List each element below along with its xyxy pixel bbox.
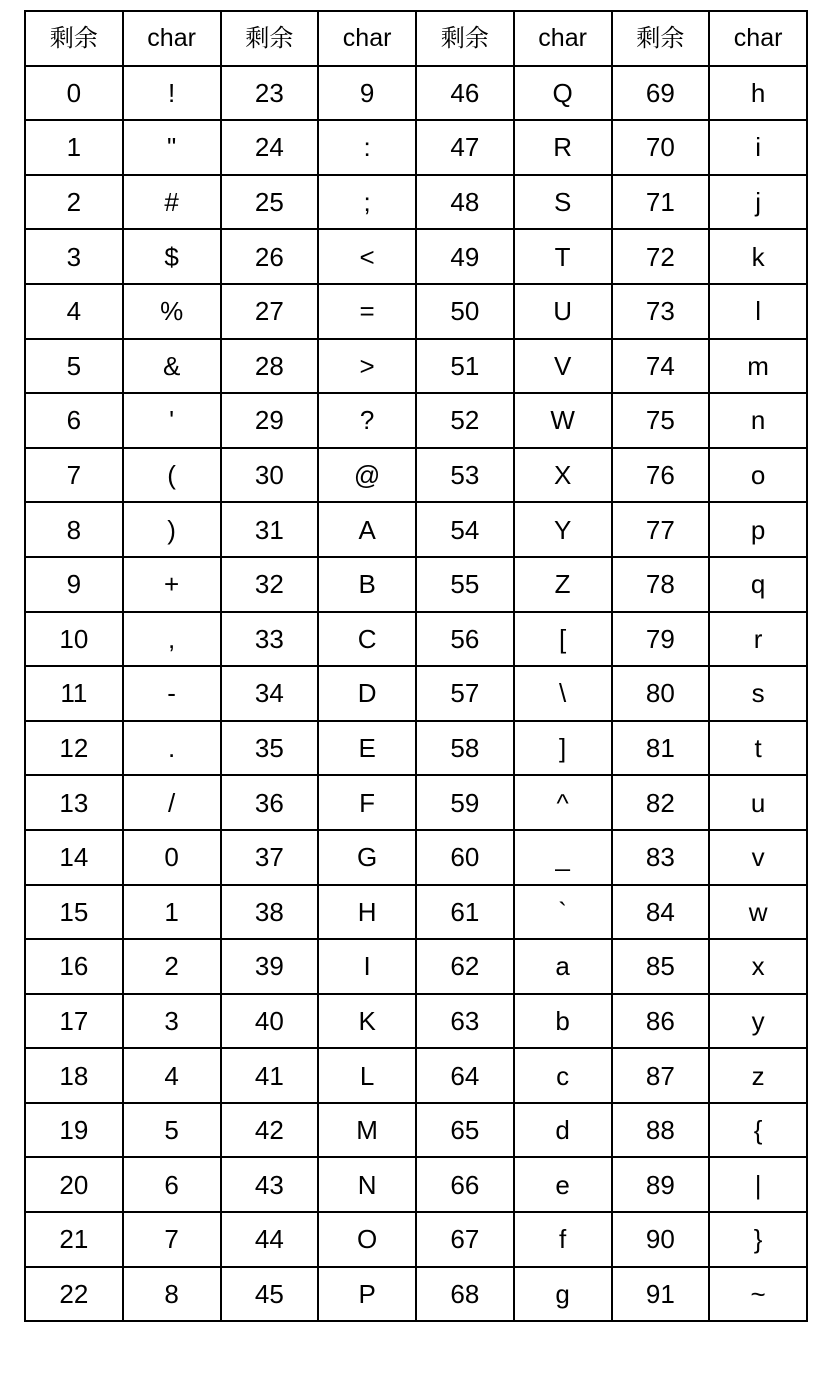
remainder-cell: 78: [612, 557, 710, 612]
remainder-cell: 64: [416, 1048, 514, 1103]
remainder-cell: 25: [221, 175, 319, 230]
remainder-cell: 65: [416, 1103, 514, 1158]
char-cell: !: [123, 66, 221, 121]
char-cell: 5: [123, 1103, 221, 1158]
char-cell: c: [514, 1048, 612, 1103]
table-row: [25, 1157, 807, 1212]
remainder-cell: 20: [25, 1157, 123, 1212]
remainder-cell: 28: [221, 339, 319, 394]
char-cell: ): [123, 502, 221, 557]
remainder-cell: 76: [612, 448, 710, 503]
char-cell: H: [318, 885, 416, 940]
table-row: [25, 1048, 807, 1103]
char-cell: >: [318, 339, 416, 394]
remainder-cell: 24: [221, 120, 319, 175]
remainder-cell: 62: [416, 939, 514, 994]
remainder-cell: 13: [25, 775, 123, 830]
char-cell: m: [709, 339, 807, 394]
char-cell: ": [123, 120, 221, 175]
remainder-cell: 74: [612, 339, 710, 394]
char-cell: \: [514, 666, 612, 721]
remainder-cell: 9: [25, 557, 123, 612]
char-cell: ,: [123, 612, 221, 667]
remainder-cell: 41: [221, 1048, 319, 1103]
char-cell: =: [318, 284, 416, 339]
remainder-cell: 40: [221, 994, 319, 1049]
remainder-cell: 77: [612, 502, 710, 557]
remainder-cell: 48: [416, 175, 514, 230]
char-cell: d: [514, 1103, 612, 1158]
char-cell: {: [709, 1103, 807, 1158]
remainder-cell: 0: [25, 66, 123, 121]
char-cell: +: [123, 557, 221, 612]
char-cell: w: [709, 885, 807, 940]
char-cell: B: [318, 557, 416, 612]
remainder-cell: 47: [416, 120, 514, 175]
remainder-cell: 87: [612, 1048, 710, 1103]
char-cell: 4: [123, 1048, 221, 1103]
table-row: [25, 448, 807, 503]
remainder-header: 剩余: [25, 11, 123, 66]
char-cell: _: [514, 830, 612, 885]
char-cell: e: [514, 1157, 612, 1212]
table-row: [25, 721, 807, 776]
remainder-header: 剩余: [416, 11, 514, 66]
table-row: [25, 612, 807, 667]
remainder-cell: 27: [221, 284, 319, 339]
remainder-cell: 44: [221, 1212, 319, 1267]
remainder-cell: 15: [25, 885, 123, 940]
table-row: [25, 120, 807, 175]
table-row: [25, 666, 807, 721]
remainder-cell: 1: [25, 120, 123, 175]
char-cell: Y: [514, 502, 612, 557]
table-row: [25, 393, 807, 448]
table-row: [25, 557, 807, 612]
char-cell: l: [709, 284, 807, 339]
table-row: [25, 284, 807, 339]
remainder-cell: 89: [612, 1157, 710, 1212]
char-cell: V: [514, 339, 612, 394]
remainder-cell: 29: [221, 393, 319, 448]
remainder-cell: 34: [221, 666, 319, 721]
remainder-cell: 69: [612, 66, 710, 121]
char-cell: z: [709, 1048, 807, 1103]
remainder-cell: 56: [416, 612, 514, 667]
remainder-cell: 46: [416, 66, 514, 121]
char-cell: Q: [514, 66, 612, 121]
table-row: [25, 775, 807, 830]
char-cell: ~: [709, 1267, 807, 1322]
char-cell: P: [318, 1267, 416, 1322]
remainder-cell: 53: [416, 448, 514, 503]
char-cell: :: [318, 120, 416, 175]
char-cell: 1: [123, 885, 221, 940]
table-row: [25, 1103, 807, 1158]
char-cell: -: [123, 666, 221, 721]
table-body: [25, 66, 807, 1322]
char-cell: ]: [514, 721, 612, 776]
remainder-cell: 72: [612, 229, 710, 284]
remainder-cell: 42: [221, 1103, 319, 1158]
char-cell: S: [514, 175, 612, 230]
char-cell: I: [318, 939, 416, 994]
remainder-cell: 75: [612, 393, 710, 448]
remainder-cell: 91: [612, 1267, 710, 1322]
remainder-cell: 32: [221, 557, 319, 612]
char-cell: D: [318, 666, 416, 721]
remainder-cell: 52: [416, 393, 514, 448]
char-cell: /: [123, 775, 221, 830]
remainder-cell: 33: [221, 612, 319, 667]
char-cell: j: [709, 175, 807, 230]
remainder-cell: 85: [612, 939, 710, 994]
remainder-cell: 2: [25, 175, 123, 230]
char-cell: r: [709, 612, 807, 667]
remainder-cell: 61: [416, 885, 514, 940]
remainder-cell: 83: [612, 830, 710, 885]
table-row: [25, 994, 807, 1049]
table-row: [25, 1267, 807, 1322]
char-header: char: [123, 11, 221, 66]
remainder-cell: 36: [221, 775, 319, 830]
remainder-cell: 14: [25, 830, 123, 885]
remainder-cell: 30: [221, 448, 319, 503]
char-cell: [: [514, 612, 612, 667]
remainder-cell: 68: [416, 1267, 514, 1322]
header-row: [25, 11, 807, 66]
remainder-header: 剩余: [221, 11, 319, 66]
remainder-cell: 5: [25, 339, 123, 394]
remainder-cell: 90: [612, 1212, 710, 1267]
char-cell: i: [709, 120, 807, 175]
char-cell: u: [709, 775, 807, 830]
char-cell: X: [514, 448, 612, 503]
char-cell: ?: [318, 393, 416, 448]
remainder-cell: 73: [612, 284, 710, 339]
char-cell: E: [318, 721, 416, 776]
char-header: char: [318, 11, 416, 66]
remainder-cell: 60: [416, 830, 514, 885]
char-cell: 7: [123, 1212, 221, 1267]
char-header: char: [709, 11, 807, 66]
remainder-cell: 19: [25, 1103, 123, 1158]
char-cell: W: [514, 393, 612, 448]
remainder-cell: 63: [416, 994, 514, 1049]
char-cell: 2: [123, 939, 221, 994]
remainder-header: 剩余: [612, 11, 710, 66]
table-header: [25, 11, 807, 66]
remainder-cell: 11: [25, 666, 123, 721]
char-cell: $: [123, 229, 221, 284]
char-cell: q: [709, 557, 807, 612]
char-cell: @: [318, 448, 416, 503]
char-cell: t: [709, 721, 807, 776]
remainder-cell: 80: [612, 666, 710, 721]
remainder-cell: 43: [221, 1157, 319, 1212]
remainder-cell: 54: [416, 502, 514, 557]
remainder-cell: 6: [25, 393, 123, 448]
char-cell: n: [709, 393, 807, 448]
table-row: [25, 66, 807, 121]
char-cell: F: [318, 775, 416, 830]
remainder-cell: 70: [612, 120, 710, 175]
char-cell: b: [514, 994, 612, 1049]
remainder-cell: 38: [221, 885, 319, 940]
char-cell: N: [318, 1157, 416, 1212]
char-cell: o: [709, 448, 807, 503]
remainder-cell: 18: [25, 1048, 123, 1103]
remainder-cell: 10: [25, 612, 123, 667]
char-cell: 9: [318, 66, 416, 121]
remainder-cell: 22: [25, 1267, 123, 1322]
remainder-cell: 35: [221, 721, 319, 776]
char-cell: y: [709, 994, 807, 1049]
remainder-cell: 3: [25, 229, 123, 284]
char-cell: }: [709, 1212, 807, 1267]
char-cell: ': [123, 393, 221, 448]
remainder-cell: 26: [221, 229, 319, 284]
char-cell: C: [318, 612, 416, 667]
remainder-cell: 21: [25, 1212, 123, 1267]
char-cell: s: [709, 666, 807, 721]
table-row: [25, 229, 807, 284]
char-cell: ^: [514, 775, 612, 830]
char-cell: p: [709, 502, 807, 557]
char-cell: 6: [123, 1157, 221, 1212]
char-cell: %: [123, 284, 221, 339]
remainder-cell: 71: [612, 175, 710, 230]
remainder-cell: 45: [221, 1267, 319, 1322]
char-cell: #: [123, 175, 221, 230]
char-cell: ;: [318, 175, 416, 230]
char-cell: O: [318, 1212, 416, 1267]
char-cell: x: [709, 939, 807, 994]
remainder-cell: 79: [612, 612, 710, 667]
char-cell: v: [709, 830, 807, 885]
char-cell: `: [514, 885, 612, 940]
char-cell: U: [514, 284, 612, 339]
remainder-cell: 37: [221, 830, 319, 885]
char-cell: |: [709, 1157, 807, 1212]
char-cell: A: [318, 502, 416, 557]
table-row: [25, 502, 807, 557]
char-cell: (: [123, 448, 221, 503]
table-row: [25, 339, 807, 394]
table-row: [25, 175, 807, 230]
table-row: [25, 1212, 807, 1267]
remainder-cell: 12: [25, 721, 123, 776]
char-cell: .: [123, 721, 221, 776]
char-cell: &: [123, 339, 221, 394]
remainder-cell: 8: [25, 502, 123, 557]
char-cell: L: [318, 1048, 416, 1103]
char-cell: R: [514, 120, 612, 175]
remainder-cell: 7: [25, 448, 123, 503]
char-cell: a: [514, 939, 612, 994]
remainder-cell: 55: [416, 557, 514, 612]
remainder-cell: 31: [221, 502, 319, 557]
char-cell: f: [514, 1212, 612, 1267]
char-cell: k: [709, 229, 807, 284]
remainder-cell: 82: [612, 775, 710, 830]
remainder-cell: 17: [25, 994, 123, 1049]
char-cell: T: [514, 229, 612, 284]
char-cell: G: [318, 830, 416, 885]
char-header: char: [514, 11, 612, 66]
remainder-cell: 16: [25, 939, 123, 994]
char-cell: 8: [123, 1267, 221, 1322]
char-cell: 3: [123, 994, 221, 1049]
char-cell: K: [318, 994, 416, 1049]
char-cell: <: [318, 229, 416, 284]
remainder-cell: 23: [221, 66, 319, 121]
remainder-cell: 88: [612, 1103, 710, 1158]
table-row: [25, 939, 807, 994]
remainder-cell: 39: [221, 939, 319, 994]
table-row: [25, 885, 807, 940]
char-cell: h: [709, 66, 807, 121]
table-row: [25, 830, 807, 885]
char-cell: g: [514, 1267, 612, 1322]
remainder-cell: 50: [416, 284, 514, 339]
char-cell: 0: [123, 830, 221, 885]
char-cell: Z: [514, 557, 612, 612]
remainder-cell: 4: [25, 284, 123, 339]
char-cell: M: [318, 1103, 416, 1158]
remainder-cell: 66: [416, 1157, 514, 1212]
remainder-cell: 51: [416, 339, 514, 394]
remainder-cell: 49: [416, 229, 514, 284]
remainder-char-table: [24, 10, 808, 1322]
remainder-cell: 84: [612, 885, 710, 940]
remainder-cell: 86: [612, 994, 710, 1049]
remainder-cell: 81: [612, 721, 710, 776]
remainder-cell: 67: [416, 1212, 514, 1267]
remainder-cell: 59: [416, 775, 514, 830]
remainder-cell: 57: [416, 666, 514, 721]
remainder-cell: 58: [416, 721, 514, 776]
